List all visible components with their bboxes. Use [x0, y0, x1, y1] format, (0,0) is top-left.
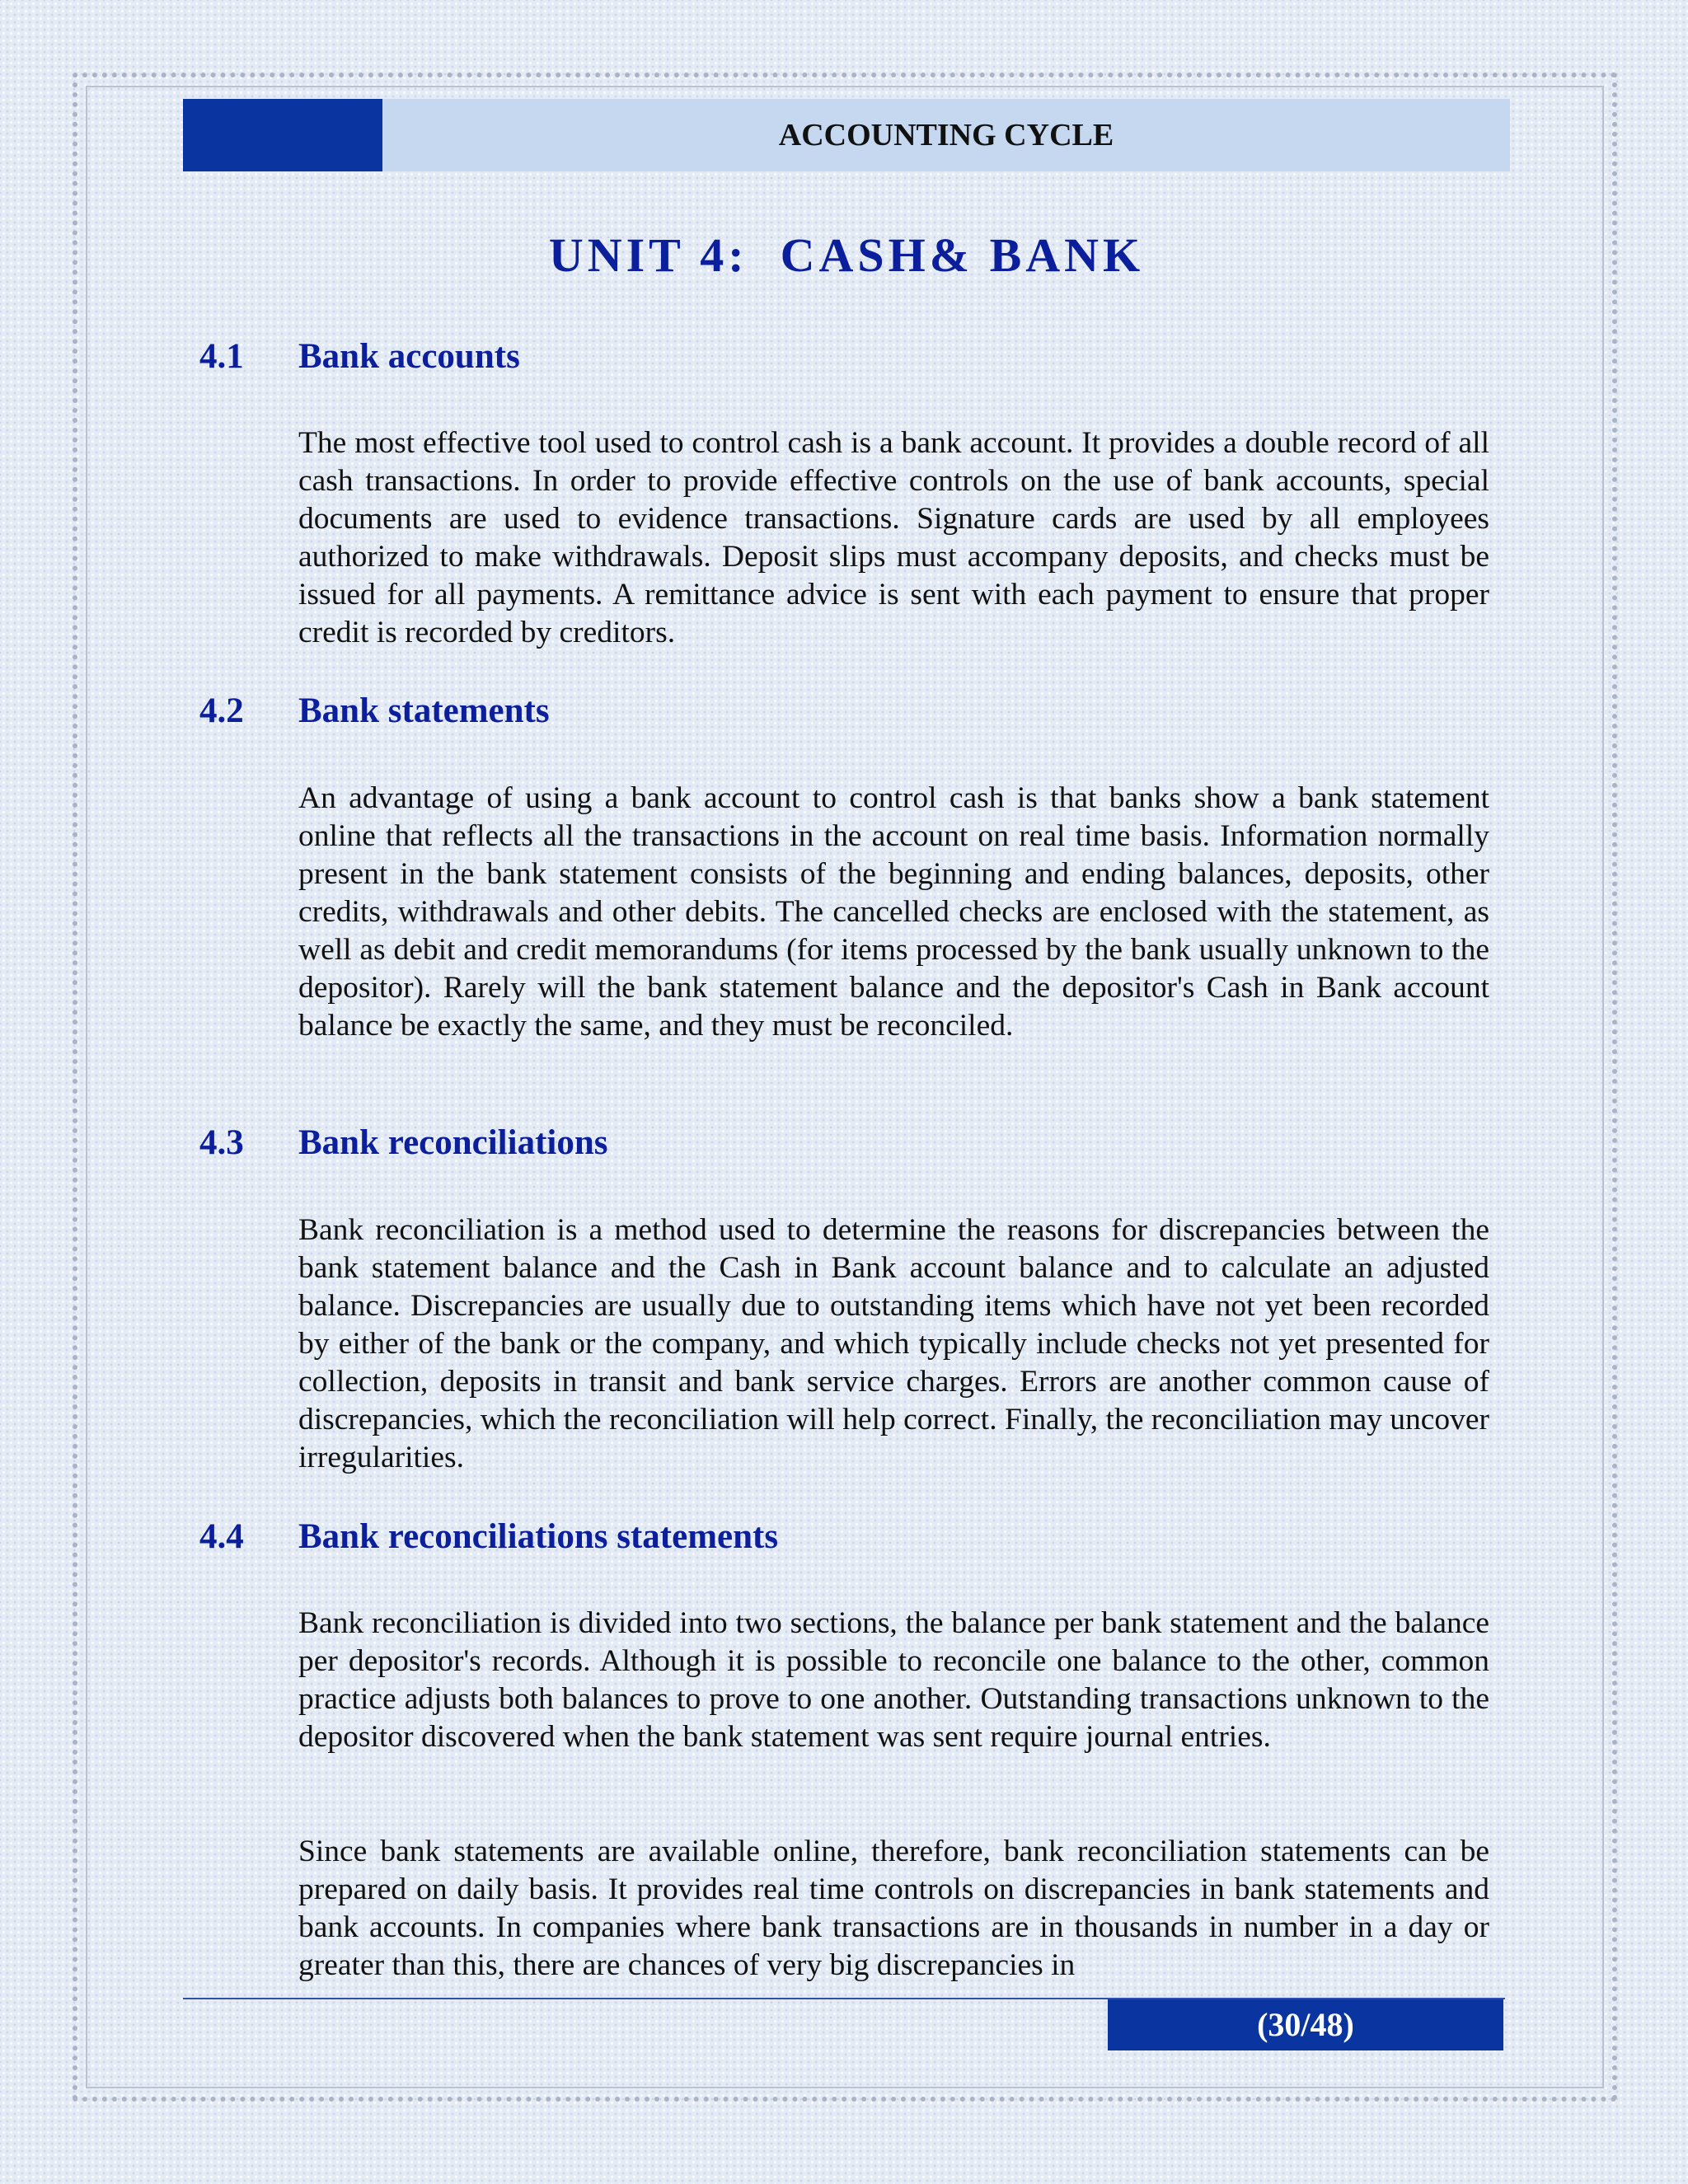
section-heading-4-3 — [199, 1122, 608, 1163]
paragraph-reconciliation-statements-1: Bank reconciliation is divided into two sections, the balance per bank statement and the balance per depositor's records. Although it is possible to reconcile one balance to the other, common practice adjusts both balances to prove to one another. Outstanding transactions unknown to the depositor discovered when the bank statement was sent require journal entries. — [298, 1606, 1489, 1754]
paragraph-bank-reconciliations: Bank reconciliation is a method used to determine the reasons for discrepancies between the bank statement balance and the Cash in Bank account balance and to calculate an adjusted balance. Discrepancies are usually due to outstanding items which have not yet been recorded by either of the bank or the company, and which typically include checks not yet presented for collection, deposits in transit and bank service charges. Errors are another common cause of discrepancies, which the reconciliation will help correct. Finally, the reconciliation may uncover irregularities. — [298, 1213, 1489, 1474]
section-number: 4.2 — [199, 691, 244, 730]
paragraph-bank-statements: An advantage of using a bank account to control cash is that banks show a bank statement online that reflects all the transactions in the account on real time basis. Information normally present in the bank statement consists of the beginning and ending balances, deposits, other credits, withdrawals and other debits. The cancelled checks are enclosed with the statement, as well as debit and credit memorandums (for items processed by the bank usually unknown to the depositor). Rarely will the bank statement balance and the depositor's Cash in Bank account balance be exactly the same, and they must be reconciled. — [298, 781, 1489, 1043]
page-border-inner — [86, 86, 1604, 2088]
section-title: Bank reconciliations — [298, 1123, 608, 1162]
paragraph-reconciliation-statements-2: Since bank statements are available online, therefore, bank reconciliation statements can be prepared on daily basis. It provides real time controls on discrepancies in bank statements and bank accounts. In companies where bank transactions are in thousands in number in a day or greater than this, there are chances of very big discrepancies in — [298, 1835, 1489, 1982]
section-title: Bank reconciliations statements — [298, 1517, 779, 1556]
section-number: 4.3 — [199, 1123, 244, 1162]
section-number: 4.4 — [199, 1517, 244, 1556]
page-number: (30/48) — [1108, 1999, 1503, 2050]
section-number: 4.1 — [199, 337, 244, 376]
section-title: Bank accounts — [298, 337, 520, 376]
paragraph-bank-accounts: The most effective tool used to control cash is a bank account. It provides a double record of all cash transactions. In order to provide effective controls on the use of bank accounts, special documents are used to evidence transactions. Signature cards are used by all employees authorized to make withdrawals. Deposit slips must accompany deposits, and checks must be issued for all payments. A remittance advice is sent with each payment to ensure that proper credit is recorded by creditors. — [298, 426, 1489, 649]
unit-title: UNIT 4: CASH& BANK — [548, 228, 1145, 282]
section-heading-4-2 — [199, 691, 550, 731]
section-title: Bank statements — [298, 691, 550, 730]
header-accent-block — [183, 99, 382, 171]
header-title: ACCOUNTING CYCLE — [778, 118, 1114, 152]
section-heading-4-4 — [199, 1516, 778, 1557]
section-heading-4-1 — [199, 336, 520, 377]
